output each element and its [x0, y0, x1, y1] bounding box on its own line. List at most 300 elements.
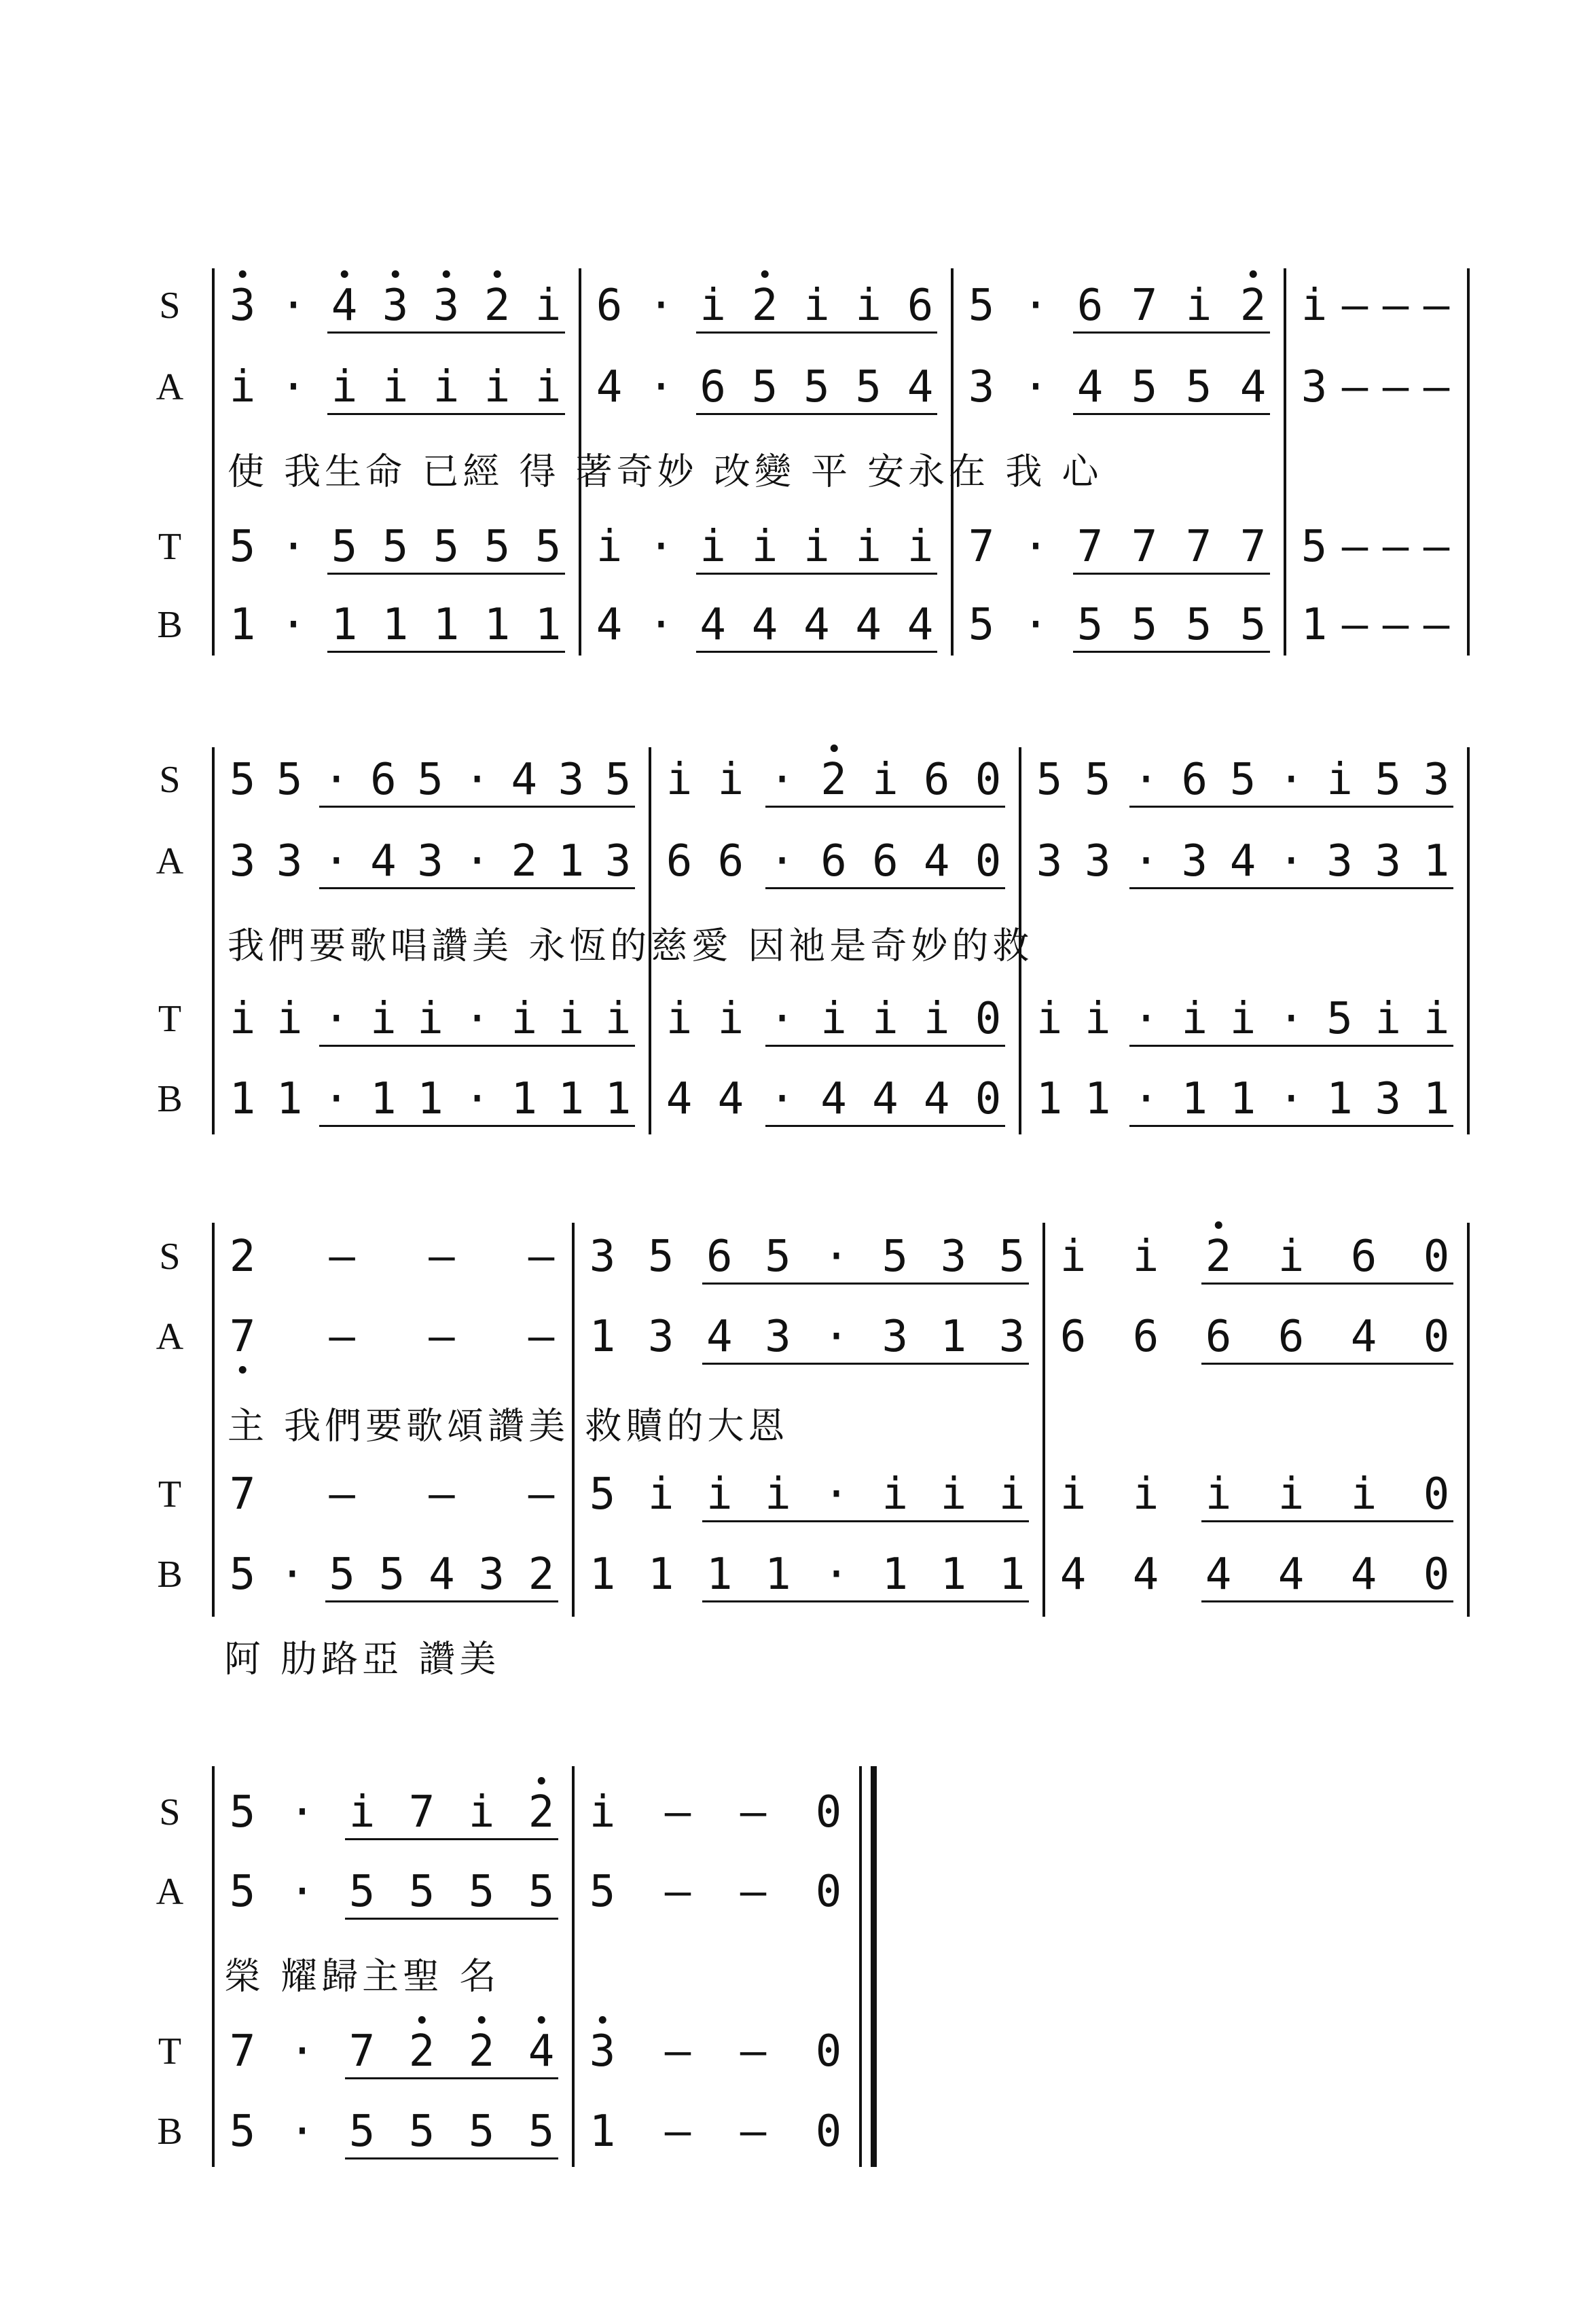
octave-dot-above	[478, 2016, 486, 2024]
note: 1	[882, 1549, 908, 1600]
voice-label-t: T	[158, 526, 182, 568]
note: ·	[769, 1074, 795, 1124]
note: i	[229, 362, 256, 412]
note: 1	[511, 1074, 538, 1124]
note: 2	[1205, 1235, 1232, 1278]
note: ·	[289, 2026, 316, 2077]
note: 5	[589, 1867, 616, 1917]
note: 4	[700, 600, 726, 650]
note: 0	[815, 1787, 842, 1837]
note: i	[647, 1469, 674, 1520]
note: 4	[596, 600, 623, 650]
note: ·	[823, 1549, 850, 1600]
note: ·	[289, 1787, 316, 1837]
note: 1	[1229, 1074, 1256, 1124]
note: 2	[528, 1791, 555, 1834]
barline	[212, 268, 215, 656]
note: 5	[229, 522, 256, 572]
note: ·	[1277, 1074, 1305, 1124]
note: ·	[648, 362, 674, 412]
note: i	[1205, 1469, 1232, 1520]
note: 5	[229, 1787, 256, 1837]
note: i	[1132, 1469, 1159, 1520]
note: 7	[1076, 522, 1104, 572]
note: 3	[382, 284, 409, 327]
beam-line	[1129, 1125, 1454, 1127]
note: 0	[975, 836, 1002, 886]
beam-line	[1073, 651, 1270, 653]
beam-line	[765, 1045, 1005, 1047]
note: ·	[323, 994, 350, 1044]
note: 4	[872, 1074, 899, 1124]
note: 5	[855, 362, 882, 412]
barline	[212, 1223, 215, 1617]
note: 2	[820, 758, 847, 802]
note: 0	[815, 2026, 842, 2077]
note: i	[855, 281, 882, 331]
beam-line	[1073, 413, 1270, 415]
note: i	[558, 994, 585, 1044]
note: i	[511, 994, 538, 1044]
note: 5	[968, 281, 995, 331]
note: 7	[1131, 281, 1158, 331]
note: 0	[975, 755, 1002, 805]
note: 5	[1036, 755, 1063, 805]
note: i	[1301, 281, 1328, 331]
octave-dot-below	[239, 1366, 247, 1374]
barline	[212, 747, 215, 1134]
note: 4	[1205, 1549, 1232, 1600]
note: 1	[940, 1312, 967, 1362]
beam-line	[1129, 806, 1454, 808]
beam-line	[345, 2157, 558, 2159]
note: ·	[464, 994, 490, 1044]
beam-line	[696, 331, 937, 334]
note: –	[664, 2026, 691, 2077]
note: 6	[700, 362, 726, 412]
note: 4	[923, 1074, 950, 1124]
note: i	[1423, 994, 1450, 1044]
note: 3	[433, 284, 460, 327]
note: 0	[1423, 1232, 1450, 1282]
note: i	[923, 994, 950, 1044]
octave-dot-above	[239, 270, 247, 278]
note: 5	[1131, 362, 1158, 412]
note: 6	[907, 281, 934, 331]
note: 2	[229, 1232, 256, 1282]
note: i	[907, 522, 934, 572]
beam-line	[327, 573, 565, 575]
note: 3	[558, 755, 585, 805]
note: 1	[940, 1549, 967, 1600]
note: i	[666, 994, 693, 1044]
note: 6	[1132, 1312, 1159, 1362]
beam-line	[319, 806, 635, 808]
barline	[1467, 268, 1470, 656]
note: 6	[370, 755, 397, 805]
lyrics-line-4: 榮 耀歸主聖 名	[224, 1954, 501, 1998]
note: ·	[769, 836, 795, 886]
note: ·	[280, 522, 307, 572]
note: 1	[589, 1312, 616, 1362]
beam-line	[702, 1283, 1029, 1285]
note: ·	[648, 600, 674, 650]
note: –	[1341, 522, 1368, 572]
note: 5	[484, 522, 511, 572]
final-barline-thick	[871, 1766, 877, 2167]
note: i	[872, 755, 899, 805]
note: i	[1132, 1232, 1159, 1282]
beam-line	[325, 1600, 558, 1602]
note: i	[1375, 994, 1402, 1044]
note: 3	[1326, 836, 1353, 886]
note: 3	[230, 284, 256, 327]
note: ·	[769, 755, 795, 805]
note: 6	[717, 836, 744, 886]
note: 6	[872, 836, 899, 886]
note: 1	[276, 1074, 303, 1124]
note: i	[765, 1469, 791, 1520]
note: –	[1423, 281, 1450, 331]
note: ·	[1133, 755, 1159, 805]
note: 3	[276, 836, 303, 886]
note: 5	[229, 2106, 256, 2157]
note: i	[666, 755, 693, 805]
note: i	[820, 994, 847, 1044]
beam-line	[1073, 331, 1270, 334]
note: ·	[280, 281, 307, 331]
note: i	[417, 994, 443, 1044]
octave-dot-above	[1215, 1221, 1222, 1229]
note: 5	[528, 1867, 555, 1917]
beam-line	[345, 2077, 558, 2079]
barline	[1042, 1223, 1045, 1617]
note: 7	[1185, 522, 1212, 572]
note: i	[1059, 1469, 1087, 1520]
note: 5	[408, 1867, 435, 1917]
note: 4	[528, 2030, 555, 2073]
note: –	[429, 1469, 455, 1520]
note: i	[717, 994, 744, 1044]
note: 5	[1076, 600, 1104, 650]
note: 4	[596, 362, 623, 412]
voice-label-s: S	[159, 285, 181, 327]
note: 5	[408, 2106, 435, 2157]
note: ·	[280, 600, 307, 650]
note: ·	[1022, 522, 1049, 572]
note: 4	[1059, 1549, 1087, 1600]
note: 5	[1229, 755, 1256, 805]
note: 2	[409, 2030, 435, 2073]
voice-label-t: T	[158, 1473, 182, 1516]
note: 6	[1277, 1312, 1305, 1362]
note: ·	[823, 1232, 850, 1282]
note: 1	[589, 2106, 616, 2157]
note: i	[1350, 1469, 1377, 1520]
note: 5	[276, 755, 303, 805]
note: i	[1277, 1232, 1305, 1282]
note: ·	[823, 1469, 850, 1520]
note: i	[276, 994, 303, 1044]
octave-dot-above	[761, 270, 769, 278]
note: 3	[647, 1312, 674, 1362]
note: i	[700, 522, 726, 572]
note: 1	[1181, 1074, 1208, 1124]
note: 5	[348, 2106, 376, 2157]
note: 5	[882, 1232, 908, 1282]
octave-dot-above	[418, 2016, 426, 2024]
note: 5	[1375, 755, 1402, 805]
note: 4	[1076, 362, 1104, 412]
note: 5	[382, 522, 409, 572]
note: 5	[751, 362, 778, 412]
note: 2	[484, 284, 511, 327]
note: ·	[323, 1074, 350, 1124]
note: 1	[417, 1074, 443, 1124]
note: 7	[968, 522, 995, 572]
note: 1	[382, 600, 409, 650]
note: ·	[280, 362, 307, 412]
barline	[212, 1766, 215, 2167]
note: ·	[279, 1549, 306, 1600]
beam-line	[765, 887, 1005, 889]
note: 5	[348, 1867, 376, 1917]
note: 4	[1277, 1549, 1305, 1600]
note: 1	[1301, 600, 1328, 650]
note: i	[700, 281, 726, 331]
note: 1	[589, 1549, 616, 1600]
note: 2	[752, 284, 778, 327]
note: 5	[229, 1549, 256, 1600]
voice-label-s: S	[159, 759, 181, 801]
note: 3	[998, 1312, 1026, 1362]
note: 5	[1185, 600, 1212, 650]
note: i	[1036, 994, 1063, 1044]
note: 0	[1423, 1469, 1450, 1520]
note: 3	[968, 362, 995, 412]
note: 5	[968, 600, 995, 650]
octave-dot-above	[1250, 270, 1257, 278]
final-barline-thin	[859, 1766, 862, 2167]
note: ·	[1022, 362, 1049, 412]
note: 2	[1240, 284, 1267, 327]
beam-line	[345, 1918, 558, 1920]
note: i	[1277, 1469, 1305, 1520]
note: i	[348, 1787, 376, 1837]
beam-line	[702, 1363, 1029, 1365]
voice-label-s: S	[159, 1236, 181, 1278]
note: 5	[1239, 600, 1267, 650]
note: 6	[923, 755, 950, 805]
note: i	[803, 281, 830, 331]
note: 4	[717, 1074, 744, 1124]
note: 3	[940, 1232, 967, 1282]
note: –	[1341, 281, 1368, 331]
note: ·	[464, 836, 490, 886]
note: 1	[331, 600, 358, 650]
lyrics-line-3b: 阿 肋路亞 讚美	[224, 1637, 501, 1681]
note: 3	[1375, 836, 1402, 886]
note: 2	[469, 2030, 495, 2073]
note: 5	[534, 522, 562, 572]
voice-label-b: B	[157, 2111, 183, 2153]
beam-line	[1129, 887, 1454, 889]
note: i	[331, 362, 358, 412]
note: 4	[820, 1074, 847, 1124]
note: i	[717, 755, 744, 805]
note: 3	[882, 1312, 908, 1362]
note: –	[528, 1469, 555, 1520]
note: –	[1382, 281, 1409, 331]
barline	[1284, 268, 1286, 656]
note: i	[1084, 994, 1111, 1044]
note: 5	[604, 755, 632, 805]
note: ·	[1133, 994, 1159, 1044]
note: i	[433, 362, 460, 412]
octave-dot-above	[494, 270, 501, 278]
note: i	[872, 994, 899, 1044]
note: 3	[589, 1232, 616, 1282]
note: –	[1382, 522, 1409, 572]
note: 5	[528, 2106, 555, 2157]
note: 3	[417, 836, 443, 886]
note: 1	[1326, 1074, 1353, 1124]
note: i	[1059, 1232, 1087, 1282]
note: 1	[1423, 836, 1450, 886]
note: 4	[803, 600, 830, 650]
voice-label-s: S	[159, 1791, 181, 1833]
beam-line	[696, 573, 937, 575]
octave-dot-above	[443, 270, 450, 278]
voice-label-b: B	[157, 1554, 183, 1596]
lyrics-line-1: 使 我生命 已經 得 著奇妙 改變 平 安永在 我 心	[228, 450, 1103, 493]
note: –	[528, 1312, 555, 1362]
beam-line	[696, 413, 937, 415]
note: ·	[323, 755, 350, 805]
note: ·	[769, 994, 795, 1044]
note: i	[855, 522, 882, 572]
barline	[1467, 1223, 1470, 1617]
voice-label-b: B	[157, 604, 183, 646]
note: 5	[803, 362, 830, 412]
beam-line	[327, 331, 565, 334]
note: 0	[975, 994, 1002, 1044]
beam-line	[345, 1838, 558, 1840]
note: i	[589, 1787, 616, 1837]
note: 1	[604, 1074, 632, 1124]
beam-line	[765, 1125, 1005, 1127]
voice-label-a: A	[156, 1871, 184, 1913]
note: 4	[511, 755, 538, 805]
beam-line	[327, 651, 565, 653]
voice-label-b: B	[157, 1078, 183, 1120]
beam-line	[702, 1520, 1029, 1522]
note: –	[329, 1469, 355, 1520]
note: ·	[1022, 600, 1049, 650]
beam-line	[1201, 1600, 1453, 1602]
note: 6	[1181, 755, 1208, 805]
note: ·	[1277, 755, 1305, 805]
note: 4	[1350, 1312, 1377, 1362]
beam-line	[1201, 1283, 1453, 1285]
note: 0	[1423, 1549, 1450, 1600]
note: 0	[815, 2106, 842, 2157]
note: 3	[1084, 836, 1111, 886]
note: 6	[1350, 1232, 1377, 1282]
note: 6	[596, 281, 623, 331]
note: i	[940, 1469, 967, 1520]
note: 4	[331, 284, 358, 327]
note: ·	[289, 1867, 316, 1917]
note: 4	[1239, 362, 1267, 412]
note: –	[1423, 600, 1450, 650]
beam-line	[319, 887, 635, 889]
note: 6	[820, 836, 847, 886]
voice-label-a: A	[156, 366, 184, 408]
note: 5	[1084, 755, 1111, 805]
note: 1	[229, 1074, 256, 1124]
note: 5	[468, 1867, 495, 1917]
note: 5	[329, 1549, 355, 1600]
note: 7	[229, 1469, 256, 1520]
note: 1	[558, 1074, 585, 1124]
note: i	[1229, 994, 1256, 1044]
note: –	[429, 1312, 455, 1362]
octave-dot-above	[538, 2016, 545, 2024]
note: i	[534, 362, 562, 412]
note: –	[1423, 362, 1450, 412]
note: 3	[1181, 836, 1208, 886]
octave-dot-above	[341, 270, 348, 278]
beam-line	[1201, 1520, 1453, 1522]
note: 3	[765, 1312, 791, 1362]
note: 4	[855, 600, 882, 650]
note: 1	[706, 1549, 733, 1600]
note: 7	[1131, 522, 1158, 572]
note: 5	[1131, 600, 1158, 650]
note: 3	[229, 836, 256, 886]
note: 1	[229, 600, 256, 650]
note: –	[429, 1232, 455, 1282]
note: ·	[464, 755, 490, 805]
note: 4	[429, 1549, 455, 1600]
note: 0	[815, 1867, 842, 1917]
note: ·	[1022, 281, 1049, 331]
note: 1	[558, 836, 585, 886]
note: 1	[1084, 1074, 1111, 1124]
note: 0	[975, 1074, 1002, 1124]
note: 3	[604, 836, 632, 886]
note: 4	[907, 362, 934, 412]
note: ·	[1277, 836, 1305, 886]
note: –	[664, 2106, 691, 2157]
note: –	[740, 1867, 767, 1917]
note: 3	[1301, 362, 1328, 412]
note: 5	[378, 1549, 405, 1600]
octave-dot-above	[831, 745, 838, 752]
note: 7	[229, 2026, 256, 2077]
note: 1	[1423, 1074, 1450, 1124]
note: –	[664, 1787, 691, 1837]
note: ·	[289, 2106, 316, 2157]
note: 1	[484, 600, 511, 650]
beam-line	[327, 413, 565, 415]
note: 4	[751, 600, 778, 650]
note: 3	[1423, 755, 1450, 805]
barline	[572, 1766, 575, 2167]
note: i	[596, 522, 623, 572]
note: –	[528, 1232, 555, 1282]
